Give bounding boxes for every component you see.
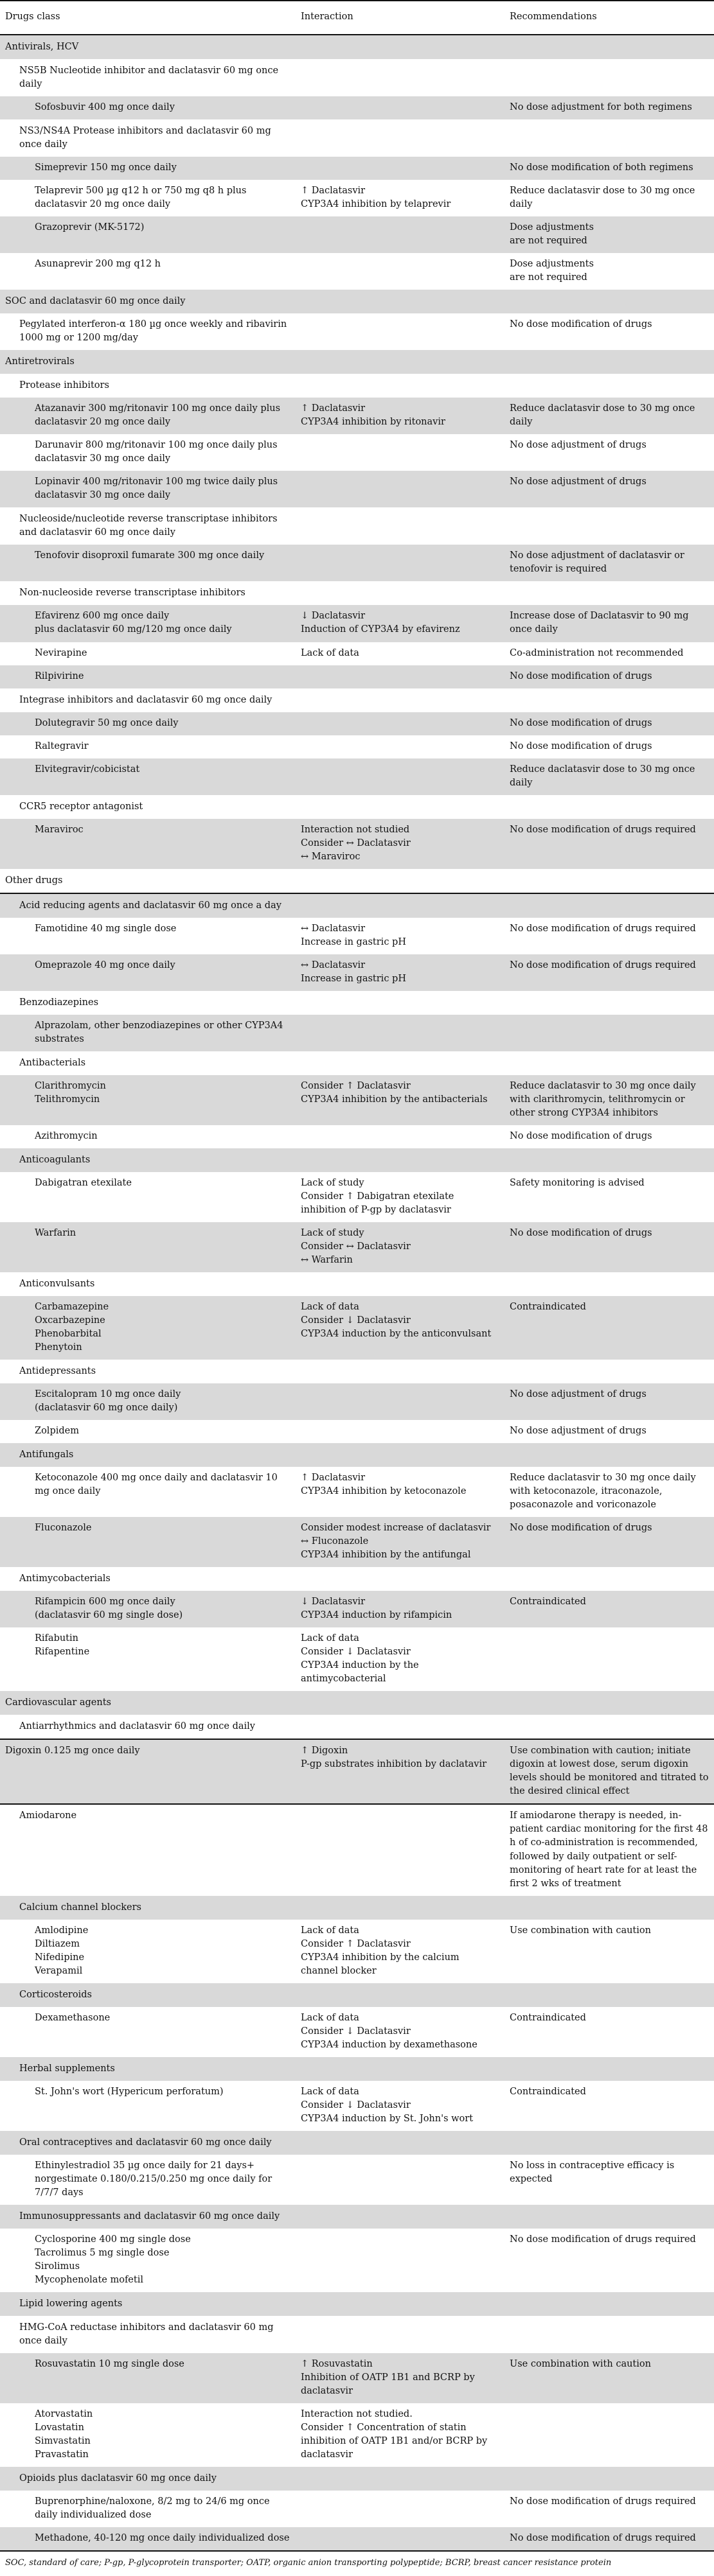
table-row xyxy=(0,642,714,665)
recommendation-cell: No dose modification of drugs xyxy=(504,313,714,350)
recommendation-cell xyxy=(504,2205,714,2229)
drug-cell: Fluconazole xyxy=(0,1517,296,1567)
drug-cell: Oral contraceptives and daclatasvir 60 mg once daily xyxy=(0,2131,296,2155)
interaction-cell xyxy=(296,2131,504,2155)
drug-cell: Anticoagulants xyxy=(0,1148,296,1172)
drug-cell: Opioids plus daclatasvir 60 mg once daily xyxy=(0,2467,296,2491)
interaction-cell xyxy=(296,1983,504,2007)
recommendation-cell xyxy=(504,1627,714,1691)
interaction-cell xyxy=(296,1272,504,1296)
interaction-cell xyxy=(296,290,504,313)
recommendation-cell: No dose modification of drugs required xyxy=(504,918,714,954)
table-row xyxy=(0,1383,714,1420)
interaction-cell: Lack of data Consider ↓ Daclatasvir CYP3A4 induction by the anticonvulsant xyxy=(296,1296,504,1360)
interaction-cell xyxy=(296,2229,504,2292)
table-row xyxy=(0,735,714,758)
table-row xyxy=(0,2155,714,2205)
recommendation-cell: Contraindicated xyxy=(504,2007,714,2057)
drug-cell: Rosuvastatin 10 mg single dose xyxy=(0,2353,296,2403)
recommendation-cell: Co-administration not recommended xyxy=(504,642,714,665)
interaction-cell xyxy=(296,471,504,507)
drug-cell: NS3/NS4A Protease inhibitors and daclatasvir 60 mg once daily xyxy=(0,119,296,157)
recommendation-cell xyxy=(504,290,714,313)
interaction-cell xyxy=(296,1125,504,1148)
drug-cell: Carbamazepine Oxcarbazepine Phenobarbital Phenytoin xyxy=(0,1296,296,1360)
section-row xyxy=(0,688,714,712)
recommendation-cell: Use combination with caution xyxy=(504,2353,714,2403)
recommendation-cell: Reduce daclatasvir dose to 30 mg once daily xyxy=(504,180,714,216)
interaction-cell: Lack of study Consider ↑ Dabigatran etexilate inhibition of P-gp by daclatasvir xyxy=(296,1172,504,1222)
drug-cell: Antiretrovirals xyxy=(0,350,296,374)
drug-cell: CCR5 receptor antagonist xyxy=(0,795,296,819)
interaction-cell xyxy=(296,1420,504,1443)
table-row xyxy=(0,1015,714,1051)
drug-cell: Benzodiazepines xyxy=(0,991,296,1015)
drug-cell: Non-nucleoside reverse transcriptase inhibitors xyxy=(0,581,296,605)
recommendation-cell xyxy=(504,1148,714,1172)
interaction-cell: Lack of data Consider ↓ Daclatasvir CYP3A4 induction by St. John's wort xyxy=(296,2081,504,2131)
section-row xyxy=(0,2205,714,2229)
section-row xyxy=(0,59,714,96)
drug-cell: St. John's wort (Hypericum perforatum) xyxy=(0,2081,296,2131)
interaction-cell xyxy=(296,1804,504,1895)
recommendation-cell xyxy=(504,1360,714,1383)
section-row xyxy=(0,2292,714,2316)
interaction-cell: ↑ Daclatasvir CYP3A4 inhibition by telaprevir xyxy=(296,180,504,216)
drug-cell: Antibacterials xyxy=(0,1051,296,1075)
recommendation-cell: Contraindicated xyxy=(504,1591,714,1627)
drug-cell: Cardiovascular agents xyxy=(0,1691,296,1715)
recommendation-cell xyxy=(504,1896,714,1920)
recommendation-cell: Contraindicated xyxy=(504,1296,714,1360)
interaction-cell: ↑ Digoxin P-gp substrates inhibition by daclatavir xyxy=(296,1739,504,1804)
drug-cell: Escitalopram 10 mg once daily (daclatasvir 60 mg once daily) xyxy=(0,1383,296,1420)
recommendation-cell xyxy=(504,119,714,157)
table-row xyxy=(0,471,714,507)
section-row xyxy=(0,290,714,313)
table-row xyxy=(0,954,714,991)
header-recommendations: Recommendations xyxy=(504,1,714,35)
recommendation-cell: No dose modification of drugs required xyxy=(504,2229,714,2292)
table-row xyxy=(0,2007,714,2057)
table-row xyxy=(0,313,714,350)
recommendation-cell: Increase dose of Daclatasvir to 90 mg once daily xyxy=(504,605,714,642)
recommendation-cell: No dose modification of drugs required xyxy=(504,819,714,869)
table-footnote: SOC, standard of care; P-gp, P-glycoprotein transporter; OATP, organic anion transporting polypeptide; BCRP, breast cancer resistance protein xyxy=(0,2550,714,2576)
section-row xyxy=(0,2131,714,2155)
interaction-cell xyxy=(296,313,504,350)
interaction-cell: Lack of data Consider ↓ Daclatasvir CYP3A4 induction by dexamethasone xyxy=(296,2007,504,2057)
drug-cell: Nucleoside/nucleotide reverse transcriptase inhibitors and daclatasvir 60 mg once daily xyxy=(0,507,296,545)
recommendation-cell xyxy=(504,1715,714,1739)
drug-cell: Dexamethasone xyxy=(0,2007,296,2057)
table-header xyxy=(0,1,714,35)
table-row xyxy=(0,665,714,688)
interaction-cell xyxy=(296,1443,504,1467)
interaction-cell: ↔ Daclatasvir Increase in gastric pH xyxy=(296,954,504,991)
recommendation-cell: No dose modification of drugs required xyxy=(504,2491,714,2527)
table-row xyxy=(0,1125,714,1148)
section-row xyxy=(0,2316,714,2353)
section-row xyxy=(0,1983,714,2007)
table-row xyxy=(0,712,714,735)
drug-cell: Antidepressants xyxy=(0,1360,296,1383)
table-row xyxy=(0,758,714,795)
table-row xyxy=(0,545,714,581)
recommendation-cell xyxy=(504,507,714,545)
drug-cell: Omeprazole 40 mg once daily xyxy=(0,954,296,991)
drug-cell: Sofosbuvir 400 mg once daily xyxy=(0,96,296,119)
drug-cell: Dolutegravir 50 mg once daily xyxy=(0,712,296,735)
interaction-cell: ↑ Daclatasvir CYP3A4 inhibition by ritonavir xyxy=(296,398,504,434)
recommendation-cell xyxy=(504,35,714,59)
interaction-cell: ↔ Daclatasvir Increase in gastric pH xyxy=(296,918,504,954)
drug-cell: Acid reducing agents and daclatasvir 60 mg once a day xyxy=(0,893,296,918)
table-row xyxy=(0,1075,714,1125)
recommendation-cell: No dose modification of drugs xyxy=(504,1517,714,1567)
table-row xyxy=(0,157,714,180)
interaction-cell xyxy=(296,545,504,581)
recommendation-cell xyxy=(504,991,714,1015)
recommendation-cell xyxy=(504,1272,714,1296)
table-row xyxy=(0,605,714,642)
drug-cell: Amlodipine Diltiazem Nifedipine Verapamil xyxy=(0,1920,296,1983)
drug-cell: Raltegravir xyxy=(0,735,296,758)
drug-cell: Corticosteroids xyxy=(0,1983,296,2007)
drug-cell: Lopinavir 400 mg/ritonavir 100 mg twice daily plus daclatasvir 30 mg once daily xyxy=(0,471,296,507)
drug-cell: Pegylated interferon-α 180 µg once weekly and ribavirin 1000 mg or 1200 mg/day xyxy=(0,313,296,350)
interaction-cell xyxy=(296,869,504,893)
interaction-cell xyxy=(296,581,504,605)
recommendation-cell: No dose modification of drugs required xyxy=(504,2527,714,2550)
recommendation-cell: No dose modification of drugs xyxy=(504,665,714,688)
recommendation-cell xyxy=(504,688,714,712)
drug-cell: Other drugs xyxy=(0,869,296,893)
drug-cell: Methadone, 40-120 mg once daily individualized dose xyxy=(0,2527,296,2550)
table-row xyxy=(0,1467,714,1517)
interaction-cell xyxy=(296,216,504,253)
interaction-cell xyxy=(296,2467,504,2491)
section-row xyxy=(0,119,714,157)
section-row xyxy=(0,1715,714,1739)
interaction-cell xyxy=(296,2527,504,2550)
table-row xyxy=(0,96,714,119)
recommendation-cell: Dose adjustments are not required xyxy=(504,216,714,253)
recommendation-cell: No dose modification of both regimens xyxy=(504,157,714,180)
drug-cell: Famotidine 40 mg single dose xyxy=(0,918,296,954)
interaction-cell xyxy=(296,1896,504,1920)
interaction-cell xyxy=(296,59,504,96)
table-row xyxy=(0,253,714,290)
section-row xyxy=(0,869,714,893)
table-row xyxy=(0,1420,714,1443)
drug-cell: Atazanavir 300 mg/ritonavir 100 mg once daily plus daclatasvir 20 mg once daily xyxy=(0,398,296,434)
recommendation-cell xyxy=(504,1015,714,1051)
interaction-cell xyxy=(296,1691,504,1715)
recommendation-cell xyxy=(504,374,714,398)
recommendation-cell: Reduce daclatasvir dose to 30 mg once daily xyxy=(504,758,714,795)
drug-cell: Maraviroc xyxy=(0,819,296,869)
drug-cell: Darunavir 800 mg/ritonavir 100 mg once daily plus daclatasvir 30 mg once daily xyxy=(0,434,296,471)
drug-cell: Integrase inhibitors and daclatasvir 60 mg once daily xyxy=(0,688,296,712)
recommendation-cell: Reduce daclatasvir to 30 mg once daily with clarithromycin, telithromycin or other strong CYP3A4 inhibitors xyxy=(504,1075,714,1125)
interaction-cell: Lack of data Consider ↓ Daclatasvir CYP3A4 induction by the antimycobacterial xyxy=(296,1627,504,1691)
table-row xyxy=(0,1172,714,1222)
recommendation-cell: No dose modification of drugs required xyxy=(504,954,714,991)
interaction-cell xyxy=(296,1567,504,1591)
drug-cell: Warfarin xyxy=(0,1222,296,1272)
interaction-cell xyxy=(296,507,504,545)
recommendation-cell: Safety monitoring is advised xyxy=(504,1172,714,1222)
interaction-cell: ↑ Daclatasvir CYP3A4 inhibition by ketoconazole xyxy=(296,1467,504,1517)
recommendation-cell: No dose modification of drugs xyxy=(504,1222,714,1272)
interaction-cell: ↓ Daclatasvir CYP3A4 induction by rifampicin xyxy=(296,1591,504,1627)
interaction-cell xyxy=(296,2292,504,2316)
interaction-cell: Lack of data xyxy=(296,642,504,665)
interaction-cell: Lack of study Consider ↔ Daclatasvir ↔ Warfarin xyxy=(296,1222,504,1272)
drug-cell: Lipid lowering agents xyxy=(0,2292,296,2316)
drug-cell: HMG-CoA reductase inhibitors and daclatasvir 60 mg once daily xyxy=(0,2316,296,2353)
table-row xyxy=(0,2403,714,2467)
interaction-cell xyxy=(296,1148,504,1172)
section-row xyxy=(0,1896,714,1920)
recommendation-cell xyxy=(504,893,714,918)
recommendation-cell xyxy=(504,2057,714,2081)
interaction-cell xyxy=(296,1715,504,1739)
recommendation-cell xyxy=(504,1983,714,2007)
recommendation-cell xyxy=(504,2292,714,2316)
recommendation-cell: Reduce daclatasvir dose to 30 mg once daily xyxy=(504,398,714,434)
drug-cell: Telaprevir 500 µg q12 h or 750 mg q8 h plus daclatasvir 20 mg once daily xyxy=(0,180,296,216)
header-interaction: Interaction xyxy=(296,1,504,35)
section-row xyxy=(0,1272,714,1296)
recommendation-cell: Contraindicated xyxy=(504,2081,714,2131)
drug-cell: Ketoconazole 400 mg once daily and daclatasvir 10 mg once daily xyxy=(0,1467,296,1517)
table-row xyxy=(0,1804,714,1895)
interaction-cell: ↓ Daclatasvir Induction of CYP3A4 by efavirenz xyxy=(296,605,504,642)
recommendation-cell xyxy=(504,1567,714,1591)
drug-cell: Asunaprevir 200 mg q12 h xyxy=(0,253,296,290)
section-row xyxy=(0,795,714,819)
interaction-cell xyxy=(296,434,504,471)
interaction-cell xyxy=(296,795,504,819)
section-row xyxy=(0,1360,714,1383)
drug-cell: Buprenorphine/naloxone, 8/2 mg to 24/6 mg once daily individualized dose xyxy=(0,2491,296,2527)
section-row xyxy=(0,1443,714,1467)
interaction-cell xyxy=(296,712,504,735)
drug-cell: Herbal supplements xyxy=(0,2057,296,2081)
table-row xyxy=(0,1627,714,1691)
interaction-cell xyxy=(296,1015,504,1051)
table-row xyxy=(0,216,714,253)
section-row xyxy=(0,581,714,605)
recommendation-cell: No dose modification of drugs xyxy=(504,735,714,758)
drug-cell: Alprazolam, other benzodiazepines or other CYP3A4 substrates xyxy=(0,1015,296,1051)
drug-cell: Grazoprevir (MK-5172) xyxy=(0,216,296,253)
drug-cell: Immunosuppressants and daclatasvir 60 mg once daily xyxy=(0,2205,296,2229)
interaction-cell xyxy=(296,374,504,398)
table-row xyxy=(0,2491,714,2527)
interaction-cell: ↑ Rosuvastatin Inhibition of OATP 1B1 and BCRP by daclatasvir xyxy=(296,2353,504,2403)
drug-cell: Antimycobacterials xyxy=(0,1567,296,1591)
table-row xyxy=(0,180,714,216)
recommendation-cell: No dose adjustment of drugs xyxy=(504,1420,714,1443)
interaction-cell: Interaction not studied. Consider ↑ Concentration of statin inhibition of OATP 1B1 and/or BCRP by daclatasvir xyxy=(296,2403,504,2467)
drug-cell: Ethinylestradiol 35 µg once daily for 21 days+ norgestimate 0.180/0.215/0.250 mg once daily for 7/7/7 days xyxy=(0,2155,296,2205)
recommendation-cell: No dose adjustment of drugs xyxy=(504,434,714,471)
drug-cell: Tenofovir disoproxil fumarate 300 mg once daily xyxy=(0,545,296,581)
recommendation-cell xyxy=(504,59,714,96)
table-row xyxy=(0,1517,714,1567)
table-row xyxy=(0,2081,714,2131)
section-row xyxy=(0,350,714,374)
recommendation-cell xyxy=(504,1443,714,1467)
interaction-cell xyxy=(296,1051,504,1075)
recommendation-cell: Use combination with caution xyxy=(504,1920,714,1983)
table-row xyxy=(0,434,714,471)
section-row xyxy=(0,35,714,59)
header-drugs-class: Drugs class xyxy=(0,1,296,35)
table-row xyxy=(0,1591,714,1627)
section-row xyxy=(0,1691,714,1715)
interaction-cell xyxy=(296,1383,504,1420)
section-row xyxy=(0,507,714,545)
recommendation-cell xyxy=(504,350,714,374)
drug-cell: Clarithromycin Telithromycin xyxy=(0,1075,296,1125)
drug-cell: Calcium channel blockers xyxy=(0,1896,296,1920)
drug-cell: Antifungals xyxy=(0,1443,296,1467)
recommendation-cell: Dose adjustments are not required xyxy=(504,253,714,290)
drug-cell: Anticonvulsants xyxy=(0,1272,296,1296)
recommendation-cell: No dose adjustment of daclatasvir or tenofovir is required xyxy=(504,545,714,581)
interaction-cell xyxy=(296,758,504,795)
table-row xyxy=(0,2229,714,2292)
recommendation-cell: No dose modification of drugs xyxy=(504,1125,714,1148)
recommendation-cell: No dose adjustment of drugs xyxy=(504,1383,714,1420)
drug-cell: Rifampicin 600 mg once daily (daclatasvir 60 mg single dose) xyxy=(0,1591,296,1627)
interaction-cell: Consider ↑ Daclatasvir CYP3A4 inhibition by the antibacterials xyxy=(296,1075,504,1125)
drug-cell: NS5B Nucleotide inhibitor and daclatasvir 60 mg once daily xyxy=(0,59,296,96)
interaction-cell xyxy=(296,893,504,918)
table-body xyxy=(0,35,714,2550)
recommendation-cell xyxy=(504,1051,714,1075)
interaction-cell xyxy=(296,735,504,758)
interaction-cell: Consider modest increase of daclatasvir ↔ Fluconazole CYP3A4 inhibition by the antifungal xyxy=(296,1517,504,1567)
drug-cell: Rifabutin Rifapentine xyxy=(0,1627,296,1691)
drug-cell: Rilpivirine xyxy=(0,665,296,688)
drug-cell: Protease inhibitors xyxy=(0,374,296,398)
interaction-cell xyxy=(296,35,504,59)
recommendation-cell: No dose adjustment for both regimens xyxy=(504,96,714,119)
section-row xyxy=(0,2057,714,2081)
recommendation-cell: Use combination with caution; initiate digoxin at lowest dose, serum digoxin levels should be monitored and titrated to the desired clinical effect xyxy=(504,1739,714,1804)
recommendation-cell xyxy=(504,869,714,893)
drug-cell: Antivirals, HCV xyxy=(0,35,296,59)
section-row xyxy=(0,991,714,1015)
drug-cell: Zolpidem xyxy=(0,1420,296,1443)
drug-cell: Antiarrhythmics and daclatasvir 60 mg once daily xyxy=(0,1715,296,1739)
drug-cell: Digoxin 0.125 mg once daily xyxy=(0,1739,296,1804)
recommendation-cell: No dose adjustment of drugs xyxy=(504,471,714,507)
recommendation-cell xyxy=(504,2467,714,2491)
recommendation-cell: No loss in contraceptive efficacy is expected xyxy=(504,2155,714,2205)
recommendation-cell xyxy=(504,581,714,605)
interaction-cell xyxy=(296,665,504,688)
table-row xyxy=(0,1296,714,1360)
interaction-cell xyxy=(296,350,504,374)
table-row xyxy=(0,1920,714,1983)
section-row xyxy=(0,893,714,918)
interaction-cell xyxy=(296,2205,504,2229)
recommendation-cell: If amiodarone therapy is needed, in-patient cardiac monitoring for the first 48 h of co-administration is recommended, followed by daily outpatient or self-monitoring of heart rate for at least the first 2 wks of treatment xyxy=(504,1804,714,1895)
table-row xyxy=(0,2353,714,2403)
table-row xyxy=(0,819,714,869)
interaction-cell xyxy=(296,1360,504,1383)
drug-cell: Atorvastatin Lovastatin Simvastatin Pravastatin xyxy=(0,2403,296,2467)
drug-cell: Azithromycin xyxy=(0,1125,296,1148)
recommendation-cell xyxy=(504,1691,714,1715)
interaction-cell xyxy=(296,2316,504,2353)
drug-cell: Dabigatran etexilate xyxy=(0,1172,296,1222)
section-row xyxy=(0,1567,714,1591)
interaction-cell: Lack of data Consider ↑ Daclatasvir CYP3A4 inhibition by the calcium channel blocker xyxy=(296,1920,504,1983)
drug-cell: Elvitegravir/cobicistat xyxy=(0,758,296,795)
recommendation-cell xyxy=(504,795,714,819)
interaction-cell xyxy=(296,2155,504,2205)
interaction-cell xyxy=(296,688,504,712)
recommendation-cell xyxy=(504,2131,714,2155)
interaction-cell xyxy=(296,253,504,290)
drug-cell: Cyclosporine 400 mg single dose Tacrolimus 5 mg single dose Sirolimus Mycophenolate mofetil xyxy=(0,2229,296,2292)
drug-cell: Efavirenz 600 mg once daily plus daclatasvir 60 mg/120 mg once daily xyxy=(0,605,296,642)
drug-cell: Amiodarone xyxy=(0,1804,296,1895)
interaction-cell xyxy=(296,157,504,180)
table-row xyxy=(0,398,714,434)
table-row xyxy=(0,1222,714,1272)
table-row xyxy=(0,1739,714,1804)
drug-cell: Simeprevir 150 mg once daily xyxy=(0,157,296,180)
section-row xyxy=(0,374,714,398)
interaction-cell xyxy=(296,119,504,157)
interaction-cell xyxy=(296,96,504,119)
table-row xyxy=(0,2527,714,2550)
section-row xyxy=(0,1051,714,1075)
recommendation-cell xyxy=(504,2403,714,2467)
recommendation-cell: No dose modification of drugs xyxy=(504,712,714,735)
drug-cell: Nevirapine xyxy=(0,642,296,665)
drug-cell: SOC and daclatasvir 60 mg once daily xyxy=(0,290,296,313)
recommendation-cell: Reduce daclatasvir to 30 mg once daily with ketoconazole, itraconazole, posaconazole and voriconazole xyxy=(504,1467,714,1517)
header-row xyxy=(0,1,714,35)
recommendation-cell xyxy=(504,2316,714,2353)
section-row xyxy=(0,1148,714,1172)
interaction-cell xyxy=(296,2491,504,2527)
interaction-cell xyxy=(296,2057,504,2081)
section-row xyxy=(0,2467,714,2491)
table-row xyxy=(0,918,714,954)
interaction-cell xyxy=(296,991,504,1015)
interaction-cell: Interaction not studied Consider ↔ Daclatasvir ↔ Maraviroc xyxy=(296,819,504,869)
